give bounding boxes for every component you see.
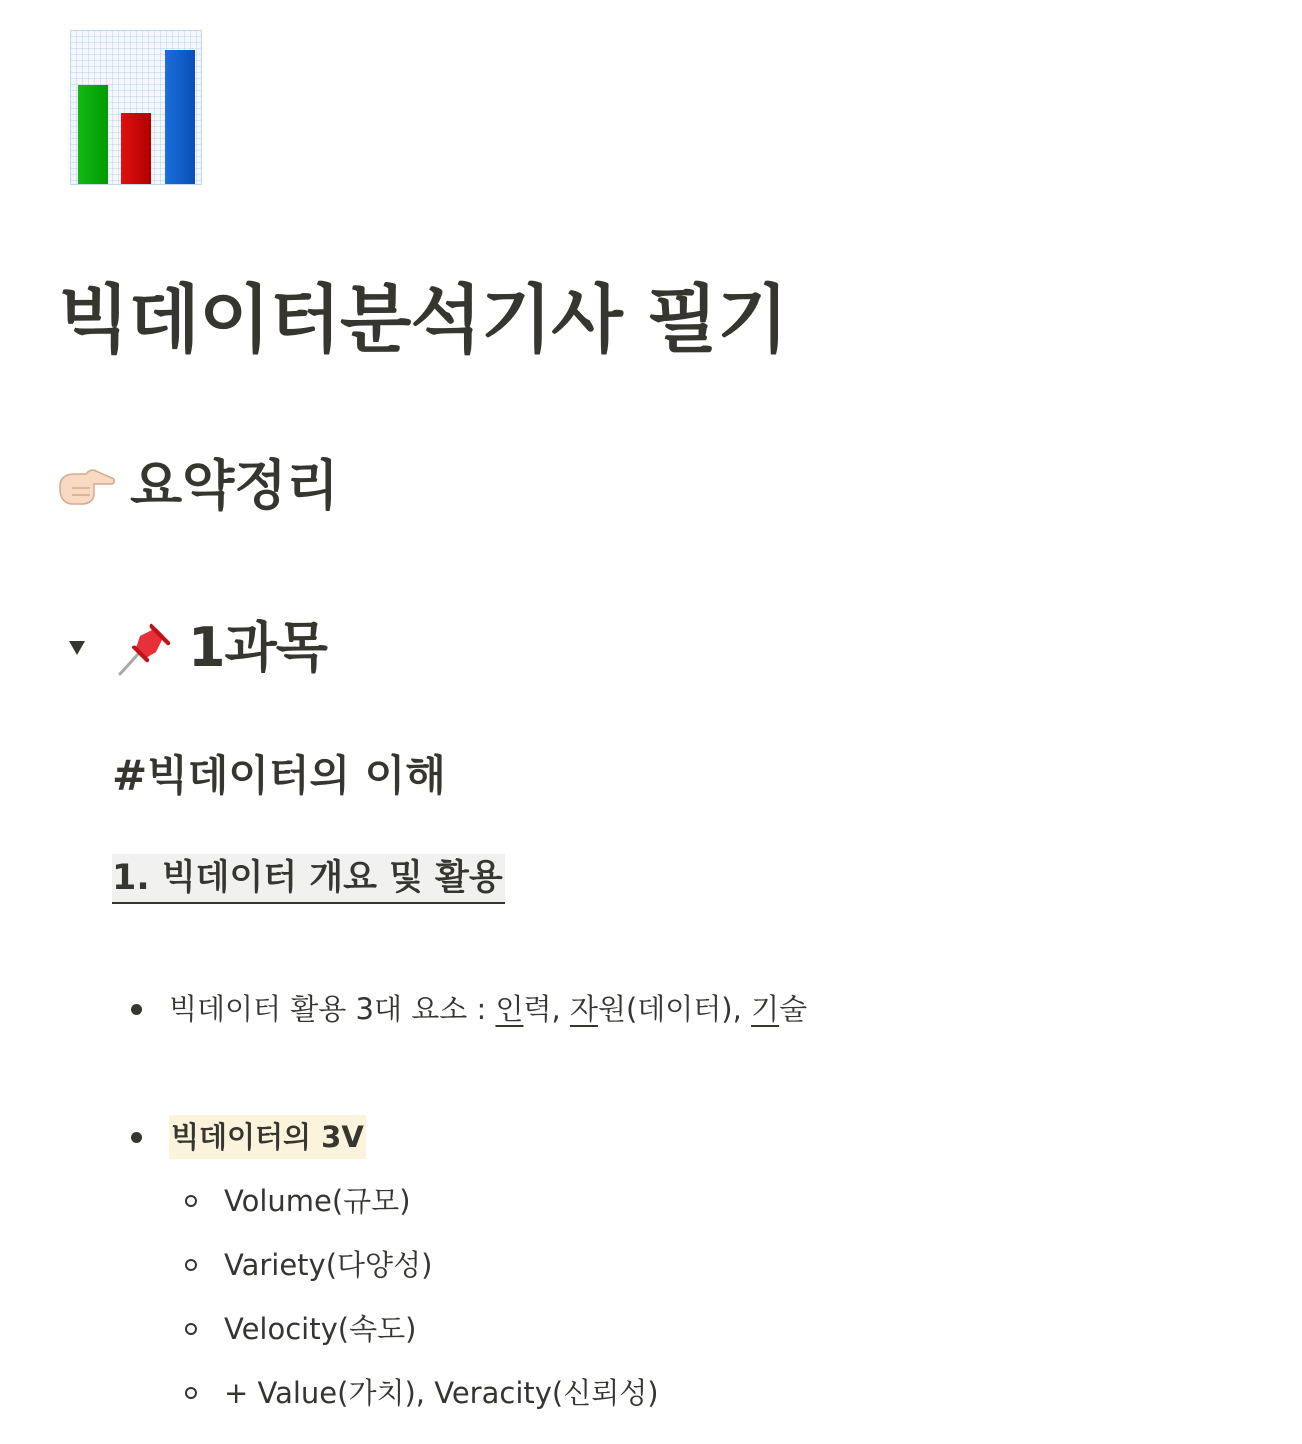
heading-summary-text: 요약정리 — [130, 454, 339, 517]
sub-list-item-text: Volume(규모) — [224, 1184, 411, 1218]
heading-bigdata-understanding[interactable]: #빅데이터의 이해 — [112, 751, 446, 800]
bullet-dot — [131, 1004, 142, 1015]
sub-list-item[interactable] — [185, 1240, 432, 1290]
sub-list-item[interactable] — [185, 1176, 411, 1226]
sub-list-item[interactable] — [185, 1368, 659, 1418]
page-title[interactable]: 빅데이터분석기사 필기 — [58, 277, 788, 363]
list-item[interactable] — [131, 984, 807, 1034]
bullet-ring — [185, 1323, 197, 1335]
sub-list-item-text: Velocity(속도) — [224, 1312, 417, 1346]
list-item-text: 빅데이터 활용 3대 요소 : 인력, 자원(데이터), 기술 — [169, 992, 808, 1026]
pushpin-icon — [114, 618, 174, 678]
toggle-subject-1[interactable] — [62, 610, 327, 686]
list-item-3v[interactable] — [131, 1112, 366, 1162]
toggle-subject-1-text: 1과목 — [188, 616, 327, 679]
heading-bigdata-overview[interactable]: 1. 빅데이터 개요 및 활용 — [112, 854, 505, 904]
backhand-pointing-left-icon — [56, 464, 116, 508]
bullet-ring — [185, 1387, 197, 1399]
bullet-dot — [131, 1132, 142, 1143]
toggle-arrow-down-icon[interactable] — [62, 633, 92, 663]
sub-list-item[interactable] — [185, 1304, 416, 1354]
bullet-ring — [185, 1259, 197, 1271]
bullet-ring — [185, 1195, 197, 1207]
heading-summary[interactable] — [56, 450, 339, 522]
sub-list-item-text: Variety(다양성) — [224, 1248, 433, 1282]
bar-chart-icon[interactable] — [70, 30, 202, 185]
list-item-3v-text: 빅데이터의 3V — [169, 1115, 366, 1159]
sub-list-item-text: + Value(가치), Veracity(신뢰성) — [224, 1376, 659, 1410]
